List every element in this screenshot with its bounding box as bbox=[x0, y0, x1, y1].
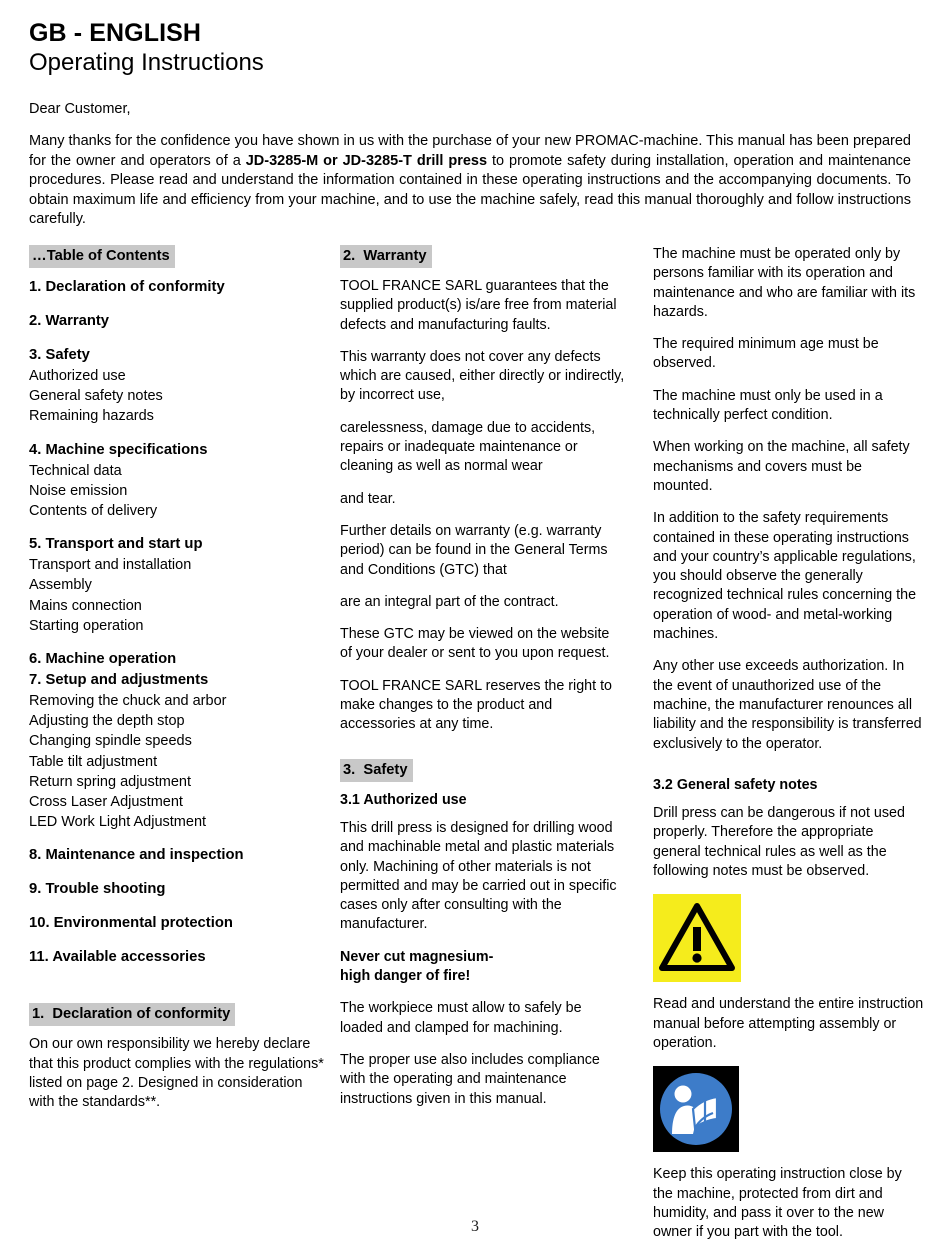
toc-entry-subitem[interactable]: Transport and installation bbox=[29, 557, 192, 574]
intro-text-part2: to promote safety during installation, operation and maintenance procedures. Please read and understand the information contained in these operating instructions and the accompanying documents. To obtain maximum life and efficiency from your machine, and to use the machine safely, read this manual thoroughly and follow instructions carefully. bbox=[29, 152, 911, 227]
toc-entry-title[interactable]: 4. Machine specifications bbox=[29, 441, 208, 458]
toc-group bbox=[29, 670, 329, 832]
warranty-paragraph: are an integral part of the contract. bbox=[340, 593, 559, 610]
authorized-use-paragraph: The proper use also includes compliance with the operating and maintenance instructions given in this manual. bbox=[340, 1051, 600, 1107]
warning-triangle-icon bbox=[653, 894, 741, 982]
declaration-paragraph: On our own responsibility we hereby declare that this product complies with the regulations* listed on page 2. Designed in consideration with the standards**. bbox=[29, 1036, 324, 1111]
toc-group bbox=[29, 277, 329, 298]
warranty-paragraph: Further details on warranty (e.g. warranty period) can be found in the General Terms and Conditions (GTC) that bbox=[340, 522, 608, 578]
general-safety-intro: Drill press can be dangerous if not used properly. Therefore the appropriate general technical rules as well as the following notes must be observed. bbox=[653, 805, 905, 880]
safety-note-paragraph: Any other use exceeds authorization. In the event of unauthorized use of the machine, the manufacturer renounces all liability and the responsibility is transferred exclusively to the operator. bbox=[653, 658, 922, 752]
toc-entry-subitem[interactable]: General safety notes bbox=[29, 388, 163, 405]
authorized-use-heading: 3.1 Authorized use bbox=[340, 791, 467, 808]
toc-entry-subitem[interactable]: Authorized use bbox=[29, 368, 126, 384]
right-column bbox=[653, 245, 925, 1242]
left-column bbox=[29, 245, 329, 1113]
toc-entry-title[interactable]: 11. Available accessories bbox=[29, 949, 206, 966]
toc-group bbox=[29, 534, 329, 636]
authorized-use-paragraph: This drill press is designed for drilling wood and machinable metal and plastic materials only. Machining of other materials is not permitted and may be carried out in specific cases only after consulting with the manufacturer. bbox=[340, 819, 617, 933]
authorized-use-paragraph: The workpiece must allow to safely be loaded and clamped for machining. bbox=[340, 1000, 582, 1036]
declaration-heading: 1. Declaration of conformity bbox=[29, 1003, 235, 1026]
intro-block bbox=[29, 99, 911, 230]
toc-entry-subitem[interactable]: Removing the chuck and arbor bbox=[29, 693, 227, 710]
language-title: GB - ENGLISH bbox=[29, 19, 202, 47]
toc-entry-subitem[interactable]: Return spring adjustment bbox=[29, 773, 191, 790]
read-manual-icon bbox=[653, 1066, 739, 1152]
warranty-paragraph: and tear. bbox=[340, 490, 396, 507]
warranty-paragraph: TOOL FRANCE SARL reserves the right to make changes to the product and accessories at any time. bbox=[340, 677, 612, 733]
warranty-paragraph: carelessness, damage due to accidents, repairs or inadequate maintenance or cleaning as well as normal wear bbox=[340, 419, 596, 475]
toc-entry-title[interactable]: 3. Safety bbox=[29, 347, 90, 363]
toc-heading-wrap bbox=[29, 245, 329, 268]
safety-heading-wrap bbox=[340, 759, 625, 782]
toc-entry-subitem[interactable]: Noise emission bbox=[29, 482, 128, 499]
toc-entry-title[interactable]: 10. Environmental protection bbox=[29, 915, 233, 932]
magnesium-warning-line2: high danger of fire! bbox=[340, 968, 471, 985]
toc-heading: …Table of Contents bbox=[29, 245, 175, 268]
safety-note-paragraph: The required minimum age must be observed. bbox=[653, 336, 879, 372]
toc-entry-title[interactable]: 1. Declaration of conformity bbox=[29, 279, 225, 295]
authorized-use-paragraphs bbox=[340, 819, 625, 935]
intro-paragraph bbox=[29, 132, 911, 230]
toc-entry-subitem[interactable]: Technical data bbox=[29, 462, 122, 479]
toc-group bbox=[29, 649, 329, 670]
toc-group bbox=[29, 311, 329, 332]
salutation: Dear Customer, bbox=[29, 101, 131, 117]
toc-entry-title[interactable]: 7. Setup and adjustments bbox=[29, 672, 209, 689]
authorized-use-paragraphs-continued bbox=[340, 999, 625, 1108]
keep-instruction-text: Keep this operating instruction close by the machine, protected from dirt and humidity, and pass it over to the new owner if you part with the tool. bbox=[653, 1166, 902, 1241]
toc-group bbox=[29, 345, 329, 427]
page-header bbox=[29, 18, 909, 77]
toc-entry-subitem[interactable]: Assembly bbox=[29, 577, 92, 594]
middle-column bbox=[340, 245, 625, 1109]
safety-note-paragraph: When working on the machine, all safety mechanisms and covers must be mounted. bbox=[653, 439, 910, 494]
toc-entry-title[interactable]: 2. Warranty bbox=[29, 313, 110, 329]
toc-entry-subitem[interactable]: Remaining hazards bbox=[29, 408, 154, 425]
safety-note-paragraph: The machine must be operated only by persons familiar with its operation and maintenance and who are familiar with its hazards. bbox=[653, 246, 916, 320]
toc-entry-subitem[interactable]: LED Work Light Adjustment bbox=[29, 814, 207, 831]
safety-right-paragraphs bbox=[653, 245, 925, 754]
warranty-paragraph: This warranty does not cover any defects which are caused, either directly or indirectly, by incorrect use, bbox=[340, 348, 625, 404]
toc-group bbox=[29, 947, 329, 968]
read-manual-text: Read and understand the entire instruction manual before attempting assembly or operation. bbox=[653, 996, 924, 1051]
toc-entry-subitem[interactable]: Contents of delivery bbox=[29, 503, 158, 520]
toc-entry-title[interactable]: 5. Transport and start up bbox=[29, 536, 203, 553]
toc-entry-subitem[interactable]: Mains connection bbox=[29, 597, 142, 614]
page-number: 3 bbox=[471, 1218, 479, 1235]
safety-heading: 3. Safety bbox=[340, 759, 413, 782]
toc-entry-subitem[interactable]: Cross Laser Adjustment bbox=[29, 794, 183, 811]
warranty-paragraph: TOOL FRANCE SARL guarantees that the supplied product(s) is/are free from material defects and manufacturing faults. bbox=[340, 278, 617, 333]
general-safety-notes-heading: 3.2 General safety notes bbox=[653, 776, 818, 793]
toc-group bbox=[29, 845, 329, 866]
product-name-bold: JD-3285-M or JD-3285-T drill press bbox=[245, 152, 488, 169]
toc-group bbox=[29, 913, 329, 934]
safety-note-paragraph: In addition to the safety requirements contained in these operating instructions and your country’s applicable regulations, you should observe the generally recognized technical rules concerning the operation of wood- and metal-working machines. bbox=[653, 510, 917, 643]
toc-entry-subitem[interactable]: Adjusting the depth stop bbox=[29, 713, 185, 730]
toc-entry-title[interactable]: 6. Machine operation bbox=[29, 651, 177, 668]
warranty-paragraph: These GTC may be viewed on the website of your dealer or sent to you upon request. bbox=[340, 626, 610, 662]
toc-entry-subitem[interactable]: Changing spindle speeds bbox=[29, 733, 192, 750]
magnesium-warning-line1: Never cut magnesium- bbox=[340, 948, 494, 965]
table-of-contents-list bbox=[29, 277, 329, 968]
document-title: Operating Instructions bbox=[29, 49, 264, 76]
warranty-paragraphs bbox=[340, 277, 625, 735]
toc-entry-subitem[interactable]: Table tilt adjustment bbox=[29, 753, 158, 770]
toc-entry-subitem[interactable]: Starting operation bbox=[29, 617, 144, 634]
toc-group bbox=[29, 440, 329, 522]
warranty-heading-wrap bbox=[340, 245, 625, 268]
intro-text-part1: Many thanks for the confidence you have shown in us with the purchase of your new PROMAC-machine. This manual has been prepared for the owner and operators of a bbox=[29, 133, 911, 169]
toc-entry-title[interactable]: 8. Maintenance and inspection bbox=[29, 847, 244, 864]
declaration-heading-wrap bbox=[29, 1003, 329, 1026]
toc-group bbox=[29, 879, 329, 900]
safety-note-paragraph: The machine must only be used in a technically perfect condition. bbox=[653, 387, 883, 424]
warranty-heading: 2. Warranty bbox=[340, 245, 432, 268]
toc-entry-title[interactable]: 9. Trouble shooting bbox=[29, 881, 166, 898]
